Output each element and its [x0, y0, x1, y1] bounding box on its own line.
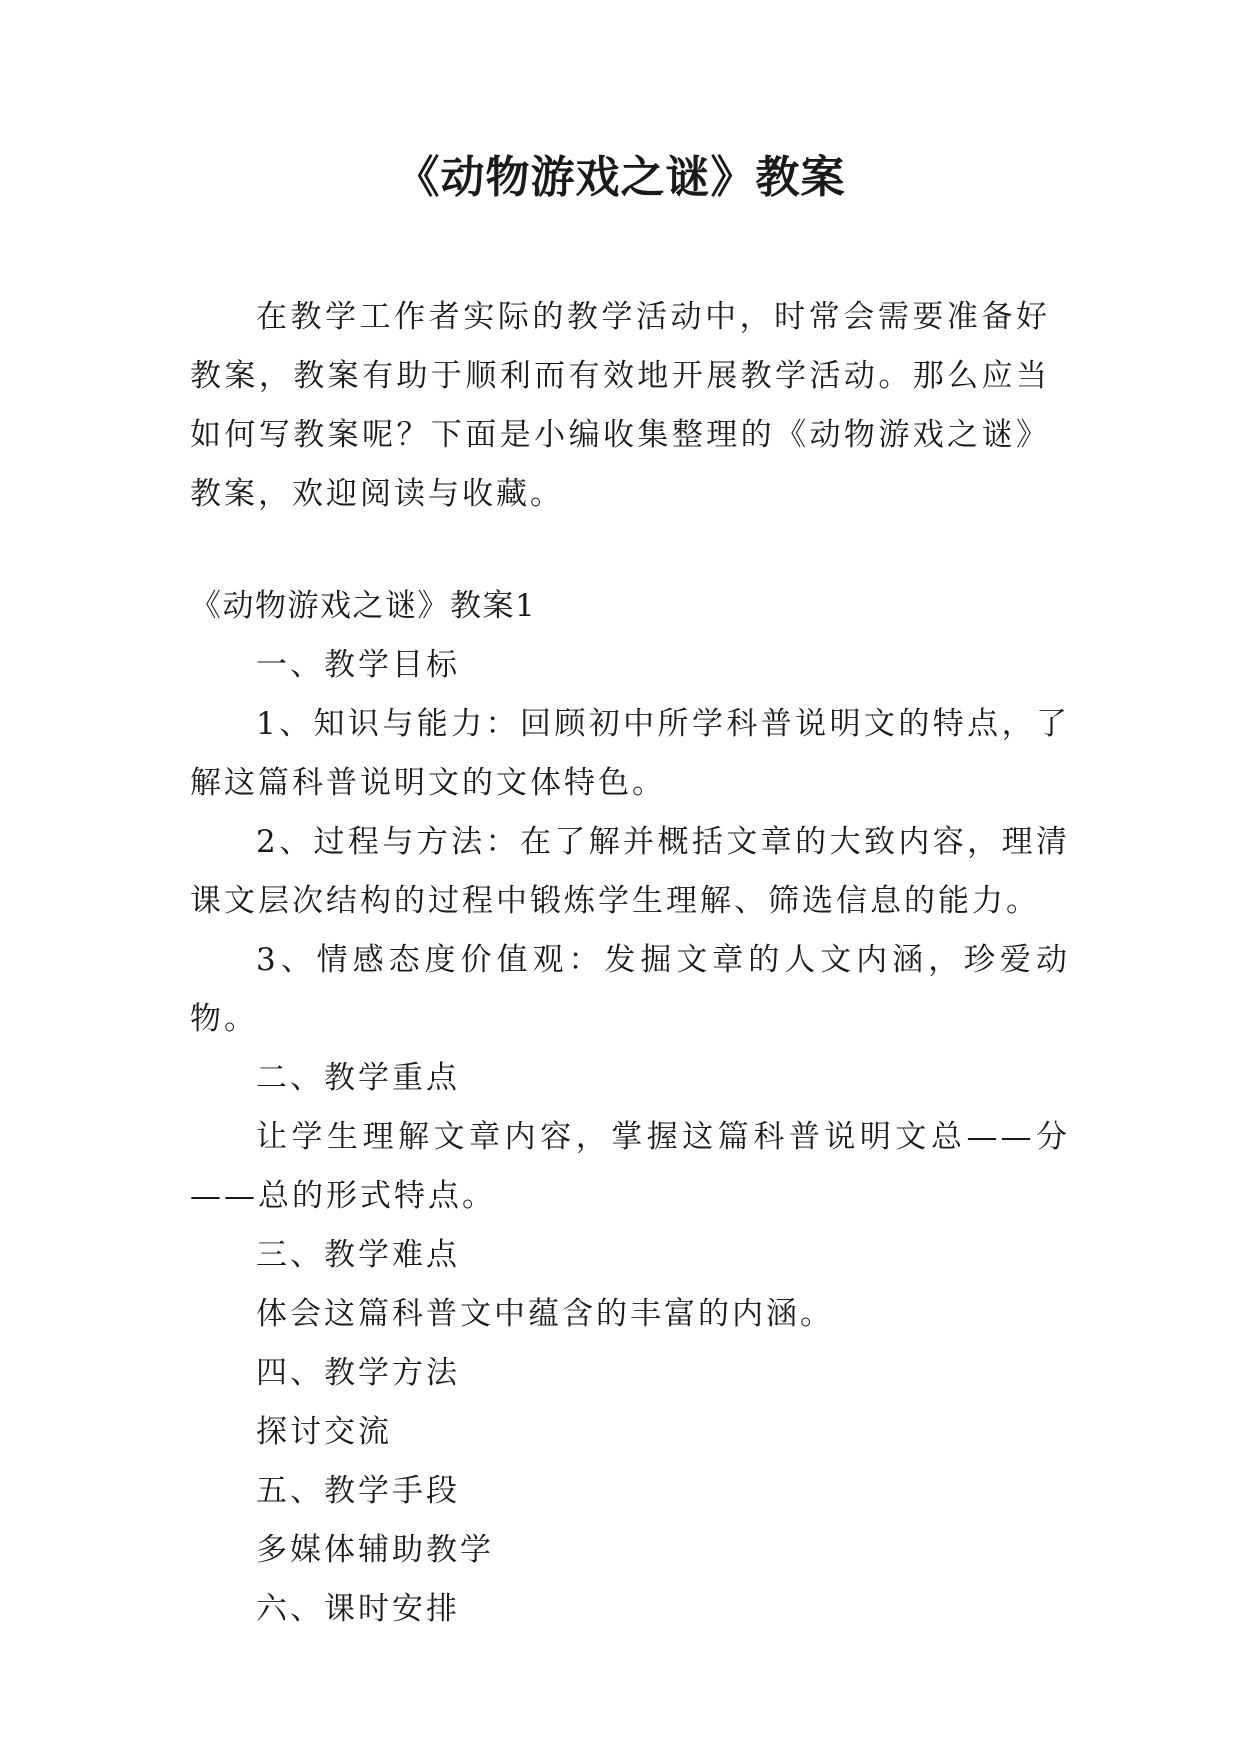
difficulties-text: 体会这篇科普文中蕴含的丰富的内涵。 [256, 1296, 834, 1332]
intro-paragraph: 在教学工作者实际的教学活动中，时常会需要准备好教案，教案有助于顺利而有效地开展教学活动。那么应当如何写教案呢？下面是小编收集整理的《动物游戏之谜》教案，欢迎阅读与收藏。 [190, 299, 1050, 512]
means-heading: 五、教学手段 [256, 1473, 460, 1509]
document-title: 《动物游戏之谜》教案 [395, 152, 846, 203]
objectives-heading: 一、教学目标 [256, 647, 460, 683]
schedule-heading: 六、课时安排 [256, 1591, 460, 1627]
section-title: 《动物游戏之谜》教案1 [190, 588, 537, 624]
lesson-plan-body [190, 577, 1070, 1639]
objective-2: 2、过程与方法：在了解并概括文章的大致内容，理清课文层次结构的过程中锻炼学生理解、筛选信息的能力。 [190, 824, 1070, 919]
means-text: 多媒体辅助教学 [256, 1532, 494, 1568]
objective-3: 3、情感态度价值观：发掘文章的人文内涵，珍爱动物。 [190, 942, 1070, 1037]
objective-1: 1、知识与能力：回顾初中所学科普说明文的特点，了解这篇科普说明文的文体特色。 [190, 706, 1070, 801]
key-points-text: 让学生理解文章内容，掌握这篇科普说明文总——分——总的形式特点。 [190, 1119, 1070, 1214]
difficulties-heading: 三、教学难点 [256, 1237, 460, 1273]
key-points-heading: 二、教学重点 [256, 1060, 460, 1096]
methods-text: 探讨交流 [256, 1414, 392, 1450]
methods-heading: 四、教学方法 [256, 1355, 460, 1391]
